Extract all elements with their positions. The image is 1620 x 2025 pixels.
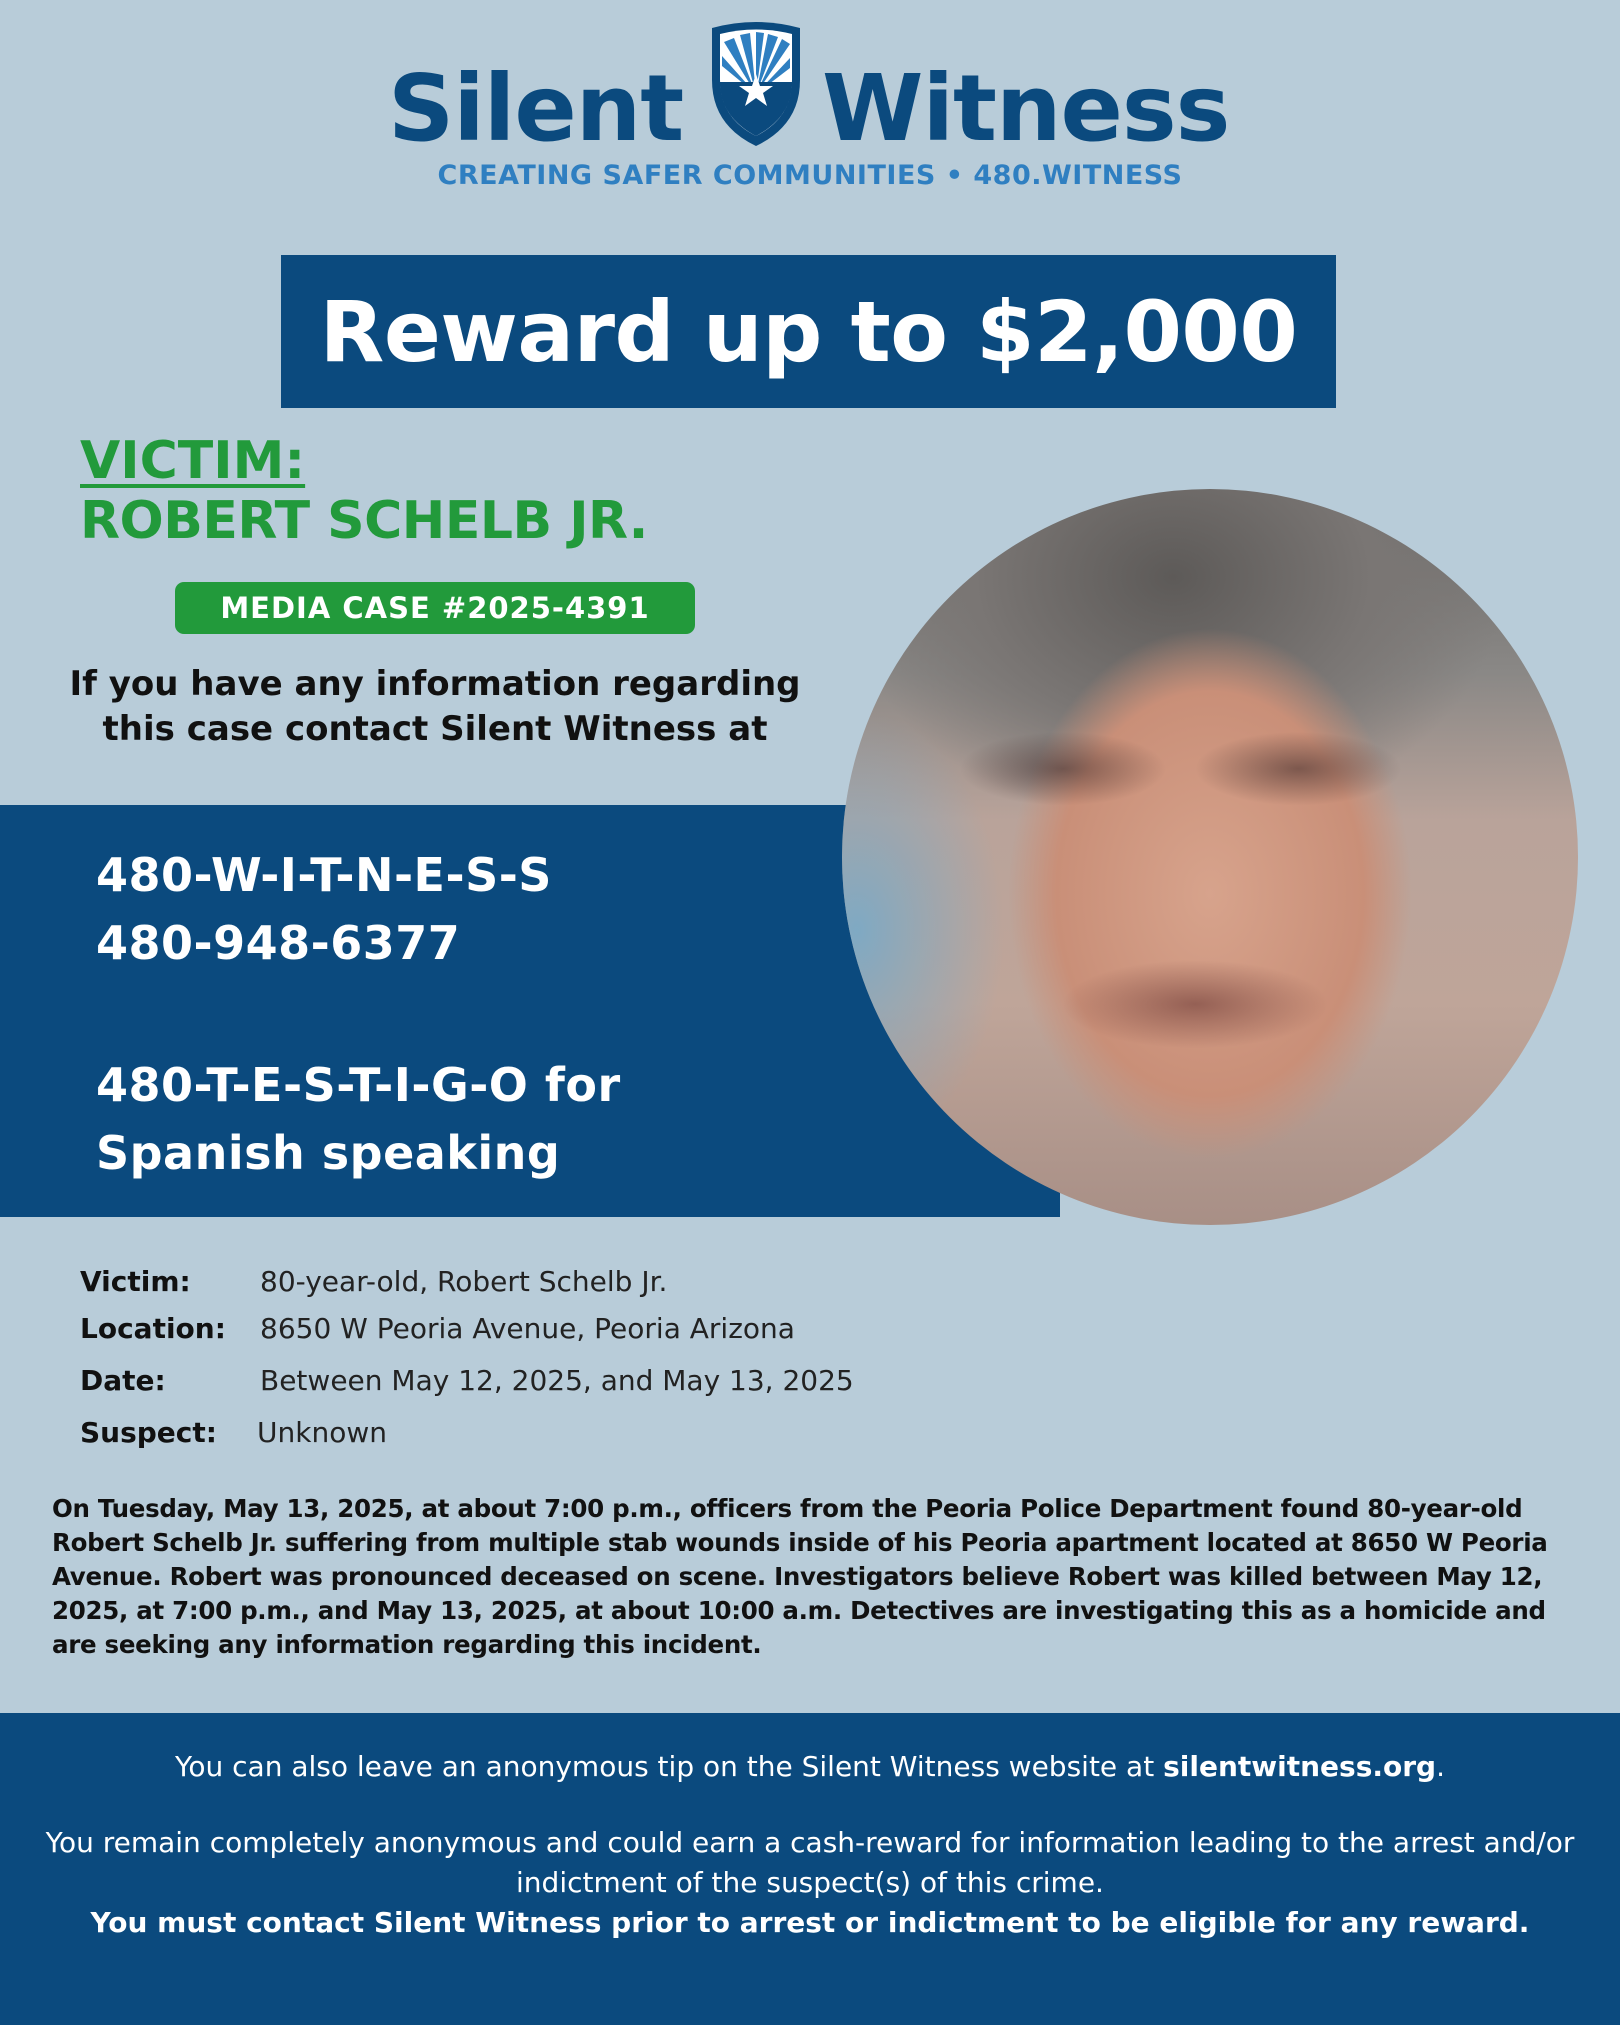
detail-label-date: Date: <box>80 1364 166 1397</box>
detail-label-victim: Victim: <box>80 1265 191 1298</box>
footer-band <box>0 1713 1620 2025</box>
victim-name: ROBERT SCHELB JR. <box>80 491 648 551</box>
contact-intro <box>60 662 810 752</box>
spanish-line-number: 480-T-E-S-T-I-G-O for <box>96 1058 621 1112</box>
tagline: CREATING SAFER COMMUNITIES • 480.WITNESS <box>437 160 1183 191</box>
media-case-number: MEDIA CASE #2025-4391 <box>220 591 650 625</box>
spanish-line-note: Spanish speaking <box>96 1126 561 1180</box>
detail-value-suspect: Unknown <box>257 1416 387 1449</box>
contact-intro-line-2: this case contact Silent Witness at <box>102 709 768 749</box>
case-narrative: On Tuesday, May 13, 2025, at about 7:00 p.m., officers from the Peoria Police Department found 80-year-old Robert Schelb Jr. suffering from multiple stab wounds inside of his Peoria apartment located at 8650 W Peoria Avenue. Robert was pronounced deceased on scene. Investigators believe Robert was killed between May 12, 2025, at 7:00 p.m., and May 13, 2025, at about 10:00 a.m. Detectives are investigating this as a homicide and are seeking any information regarding this incident. <box>52 1494 1548 1659</box>
victim-photo-shading <box>842 489 1578 1225</box>
phone-number: 480-948-6377 <box>96 916 461 970</box>
media-case-badge <box>175 582 695 634</box>
reward-banner <box>281 255 1336 408</box>
footer-website-line <box>40 1747 1580 1787</box>
detail-value-date: Between May 12, 2025, and May 13, 2025 <box>260 1364 854 1397</box>
footer-eligibility-line: You must contact Silent Witness prior to arrest or indictment to be eligible for any reward. <box>90 1906 1530 1939</box>
footer-website-prefix: You can also leave an anonymous tip on the Silent Witness website at <box>174 1750 1164 1783</box>
victim-photo <box>842 489 1578 1225</box>
detail-label-location: Location: <box>80 1312 226 1345</box>
logo-word-witness: Witness <box>822 55 1230 162</box>
logo-word-silent: Silent <box>388 55 684 162</box>
detail-value-victim: 80-year-old, Robert Schelb Jr. <box>260 1265 668 1298</box>
website-link[interactable]: silentwitness.org <box>1163 1750 1437 1783</box>
footer-anonymous-line: You remain completely anonymous and could earn a cash-reward for information leading to the arrest and/or indictment of the suspect(s) of this crime. <box>45 1826 1575 1899</box>
reward-text: Reward up to $2,000 <box>319 282 1298 381</box>
arizona-sun-shield-icon <box>706 20 806 150</box>
phone-letters: 480-W-I-T-N-E-S-S <box>96 848 552 902</box>
detail-label-suspect: Suspect: <box>80 1416 217 1449</box>
victim-heading-label: VICTIM: <box>80 431 306 491</box>
footer-website-suffix: . <box>1436 1750 1445 1783</box>
detail-value-location: 8650 W Peoria Avenue, Peoria Arizona <box>260 1312 795 1345</box>
contact-intro-line-1: If you have any information regarding <box>69 664 801 704</box>
silent-witness-logo <box>0 20 1620 200</box>
